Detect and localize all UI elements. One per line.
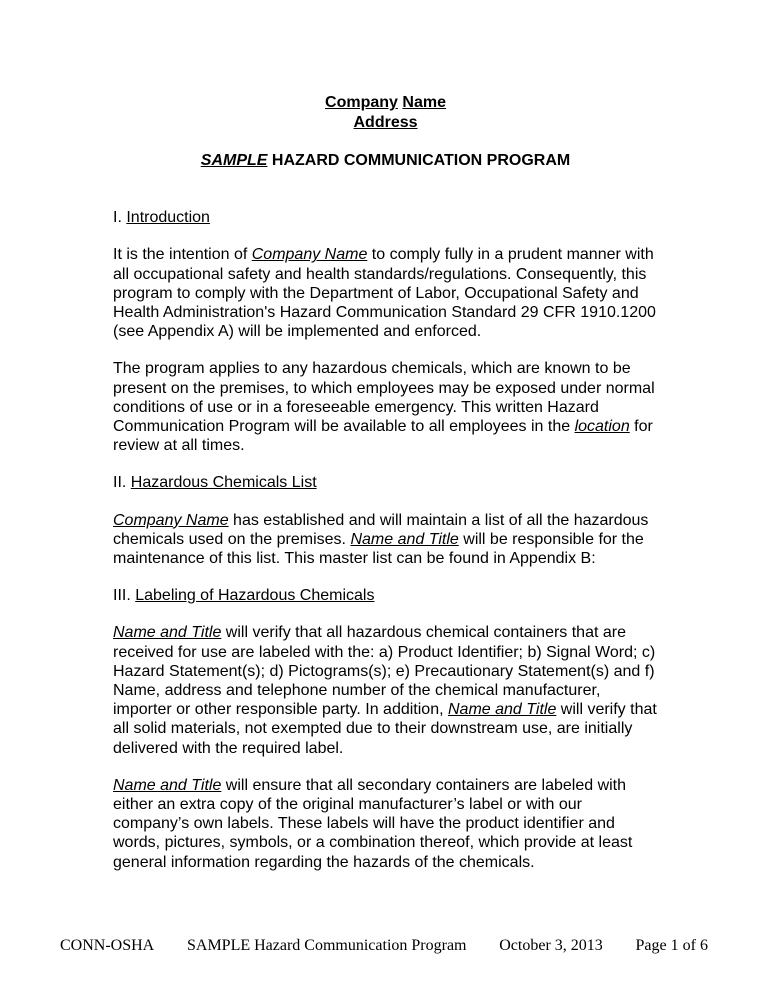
footer-date: October 3, 2013: [499, 937, 603, 954]
document-title: [113, 151, 658, 170]
address-text: Address: [353, 113, 418, 131]
section-numeral: III.: [113, 587, 136, 605]
section-heading-chemicals-list: [113, 473, 658, 492]
intro-paragraph-1: [113, 245, 658, 341]
footer-doc-title: SAMPLE Hazard Communication Program: [186, 937, 467, 954]
text-run: to comply fully in a prudent manner with all occupational safety and health standards/regulations. Consequently, this program to comply with the Department of Labor, Occupational Safety and Health Administration's Hazard Communication Standard 29 CFR 1910.1200 (see Appendix A) will be implemented and enforced.: [113, 246, 656, 341]
text-run: The program applies to any hazardous chemicals, which are known to be present on the premises, to which employees may be exposed under normal conditions of use or in a foreseeable emergency. This written Hazard Communication Program will be available to all employees in the: [113, 360, 655, 436]
name-and-title-placeholder: Name and Title: [350, 530, 459, 548]
document-body: [113, 93, 658, 872]
location-placeholder: location: [574, 418, 630, 436]
name-and-title-placeholder: Name and Title: [447, 701, 557, 719]
letterhead: [113, 93, 658, 132]
text-run: will be responsible for the maintenance of this list. This master list can be found in Appendix B:: [113, 530, 644, 568]
section-heading-labeling: [113, 586, 658, 605]
company-name-placeholder: Company Name: [113, 511, 229, 529]
section-heading-introduction: [113, 208, 658, 227]
section-heading-text: Hazardous Chemicals List: [130, 474, 317, 492]
text-run: It is the intention of: [113, 246, 252, 264]
company-name-placeholder: Company Name: [251, 246, 368, 264]
list-paragraph-1: [113, 511, 658, 569]
name-and-title-placeholder: Name and Title: [113, 624, 222, 642]
labeling-paragraph-2: [113, 776, 658, 872]
labeling-paragraph-1: [113, 623, 658, 757]
name-word: Name: [402, 94, 446, 111]
section-heading-text: Introduction: [126, 209, 210, 227]
company-name-line: [113, 93, 658, 113]
intro-paragraph-2: [113, 359, 658, 455]
section-numeral: I.: [113, 209, 127, 227]
title-sample: SAMPLE: [200, 152, 268, 169]
text-run: has established and will maintain a list of all the hazardous chemicals used on the premises.: [113, 511, 649, 548]
footer-org: CONN-OSHA: [60, 937, 155, 954]
title-rest: HAZARD COMMUNICATION PROGRAM: [267, 152, 571, 169]
name-and-title-placeholder: Name and Title: [113, 776, 222, 794]
text-run: for review at all times.: [113, 418, 653, 455]
text-run: will verify that all solid materials, not exempted due to their downstream use, are initially delivered with the required label.: [113, 701, 657, 757]
company-word: Company: [325, 94, 398, 111]
text-run: will verify that all hazardous chemical containers that are received for use are labeled with the: a) Product Identifier; b) Signal Word; c) Hazard Statement(s); d) Pictograms(s); e) Precautionary Statement(s) and f) Name, address and telephone number of the chemical manufacturer, importer or other responsible party. In addition,: [113, 624, 656, 719]
address-line: [113, 113, 658, 133]
footer-page-number: Page 1 of 6: [635, 937, 708, 954]
section-heading-text: Labeling of Hazardous Chemicals: [135, 587, 375, 605]
text-run: will ensure that all secondary containers are labeled with either an extra copy of the original manufacturer’s label or with our company’s own labels. These labels will have the product identifier and words, pictures, symbols, or a combination thereof, which provide at least general information regarding the hazards of the chemicals.: [113, 776, 633, 871]
page-footer: [60, 937, 708, 955]
section-numeral: II.: [113, 474, 131, 492]
